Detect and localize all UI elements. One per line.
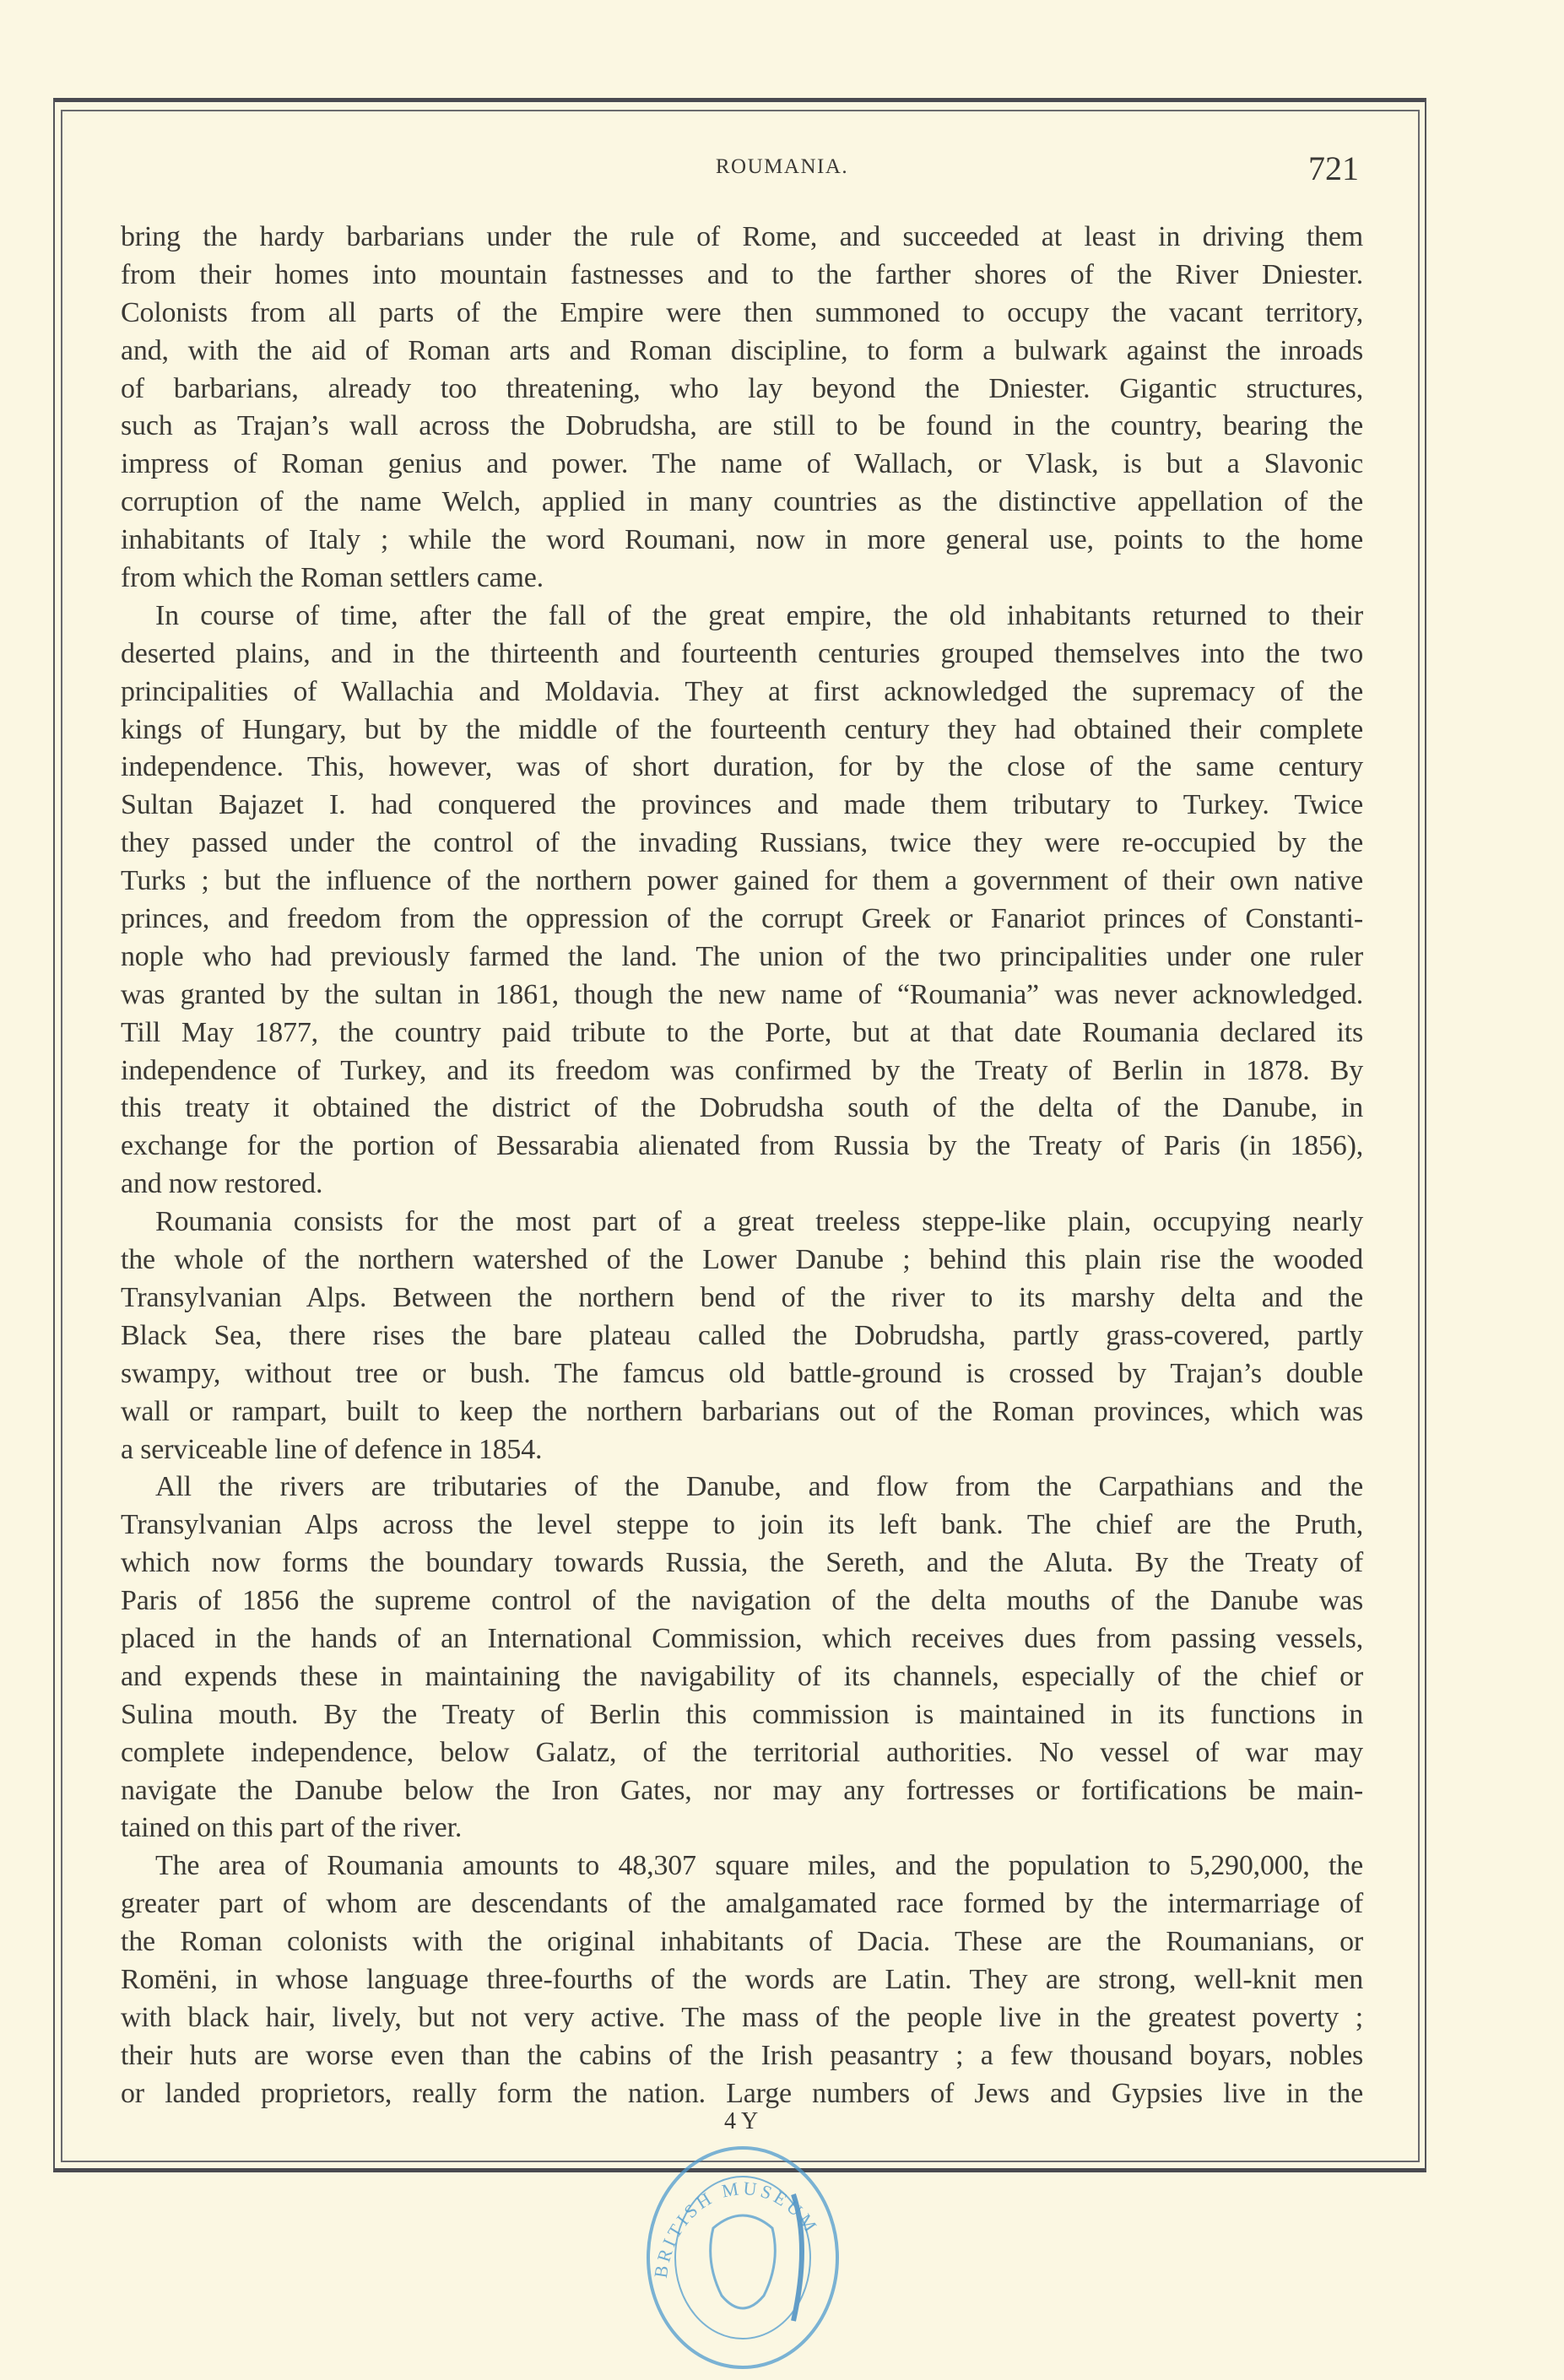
text-line: from their homes into mountain fastnesses and to the farther shores of the River Dniester. xyxy=(121,258,1363,290)
text-line: their huts are worse even than the cabins of the Irish peasantry ; a few thousand boyars, nobles xyxy=(121,2039,1363,2071)
text-line: from which the Roman settlers came. xyxy=(121,562,544,594)
text-line: Turks ; but the influence of the northern power gained for them a government of their own native xyxy=(121,865,1363,897)
running-title: ROUMANIA. xyxy=(715,155,849,178)
text-line: kings of Hungary, but by the middle of the fourteenth century they had obtained their complete xyxy=(121,713,1363,745)
text-line: independence of Turkey, and its freedom was confirmed by the Treaty of Berlin in 1878. By xyxy=(121,1054,1363,1086)
text-line: with black hair, lively, but not very active. The mass of the people live in the greatest poverty ; xyxy=(121,2001,1363,2033)
library-stamp xyxy=(633,2135,852,2380)
text-line: swampy, without tree or bush. The famcus old battle-ground is crossed by Trajan’s double xyxy=(121,1357,1363,1389)
text-line: Black Sea, there rises the bare plateau called the Dobrudsha, partly grass-covered, partly xyxy=(121,1319,1363,1351)
text-line: and now restored. xyxy=(121,1168,323,1200)
text-line: Transylvanian Alps. Between the northern bend of the river to its marshy delta and the xyxy=(121,1281,1363,1313)
text-line: deserted plains, and in the thirteenth and fourteenth centuries grouped themselves into the two xyxy=(121,637,1363,669)
text-line: Sultan Bajazet I. had conquered the provinces and made them tributary to Turkey. Twice xyxy=(121,789,1363,821)
text-line: In course of time, after the fall of the great empire, the old inhabitants returned to their xyxy=(155,599,1363,631)
text-line: bring the hardy barbarians under the rule of Rome, and succeeded at least in driving them xyxy=(121,221,1363,252)
text-line: greater part of whom are descendants of the amalgamated race formed by the intermarriage of xyxy=(121,1888,1363,1920)
text-line: complete independence, below Galatz, of the territorial authorities. No vessel of war may xyxy=(121,1736,1363,1768)
text-line: Roumania consists for the most part of a great treeless steppe-like plain, occupying nearly xyxy=(155,1206,1363,1238)
text-line: independence. This, however, was of short duration, for by the close of the same century xyxy=(121,751,1363,783)
text-line: they passed under the control of the invading Russians, twice they were re-occupied by the xyxy=(121,827,1363,859)
text-line: and, with the aid of Roman arts and Roman discipline, to form a bulwark against the inroads xyxy=(121,334,1363,366)
text-line: princes, and freedom from the oppression of the corrupt Greek or Fanariot princes of Constanti- xyxy=(121,903,1363,935)
text-line: placed in the hands of an International Commission, which receives dues from passing vessels, xyxy=(121,1622,1363,1654)
text-line: was granted by the sultan in 1861, though the new name of “Roumania” was never acknowledged. xyxy=(121,978,1363,1010)
text-line: Transylvanian Alps across the level steppe to join its left bank. The chief are the Pruth, xyxy=(121,1509,1363,1541)
text-line: All the rivers are tributaries of the Danube, and flow from the Carpathians and the xyxy=(155,1471,1363,1503)
text-line: tained on this part of the river. xyxy=(121,1812,463,1844)
text-line: such as Trajan’s wall across the Dobrudsha, are still to be found in the country, bearing the xyxy=(121,410,1363,442)
text-line: Sulina mouth. By the Treaty of Berlin this commission is maintained in its functions in xyxy=(121,1698,1363,1730)
body-text xyxy=(121,219,1363,2113)
text-line: Paris of 1856 the supreme control of the navigation of the delta mouths of the Danube was xyxy=(121,1585,1363,1617)
text-line: exchange for the portion of Bessarabia alienated from Russia by the Treaty of Paris (in 1856), xyxy=(121,1130,1363,1162)
signature-mark: 4 Y xyxy=(724,2108,759,2134)
text-line: the Roman colonists with the original inhabitants of Dacia. These are the Roumanians, or xyxy=(121,1926,1363,1958)
text-line: or landed proprietors, really form the nation. Large numbers of Jews and Gypsies live in the xyxy=(121,2077,1363,2109)
text-line: the whole of the northern watershed of the Lower Danube ; behind this plain rise the wooded xyxy=(121,1244,1363,1276)
text-line: and expends these in maintaining the navigability of its channels, especially of the chief or xyxy=(121,1660,1363,1692)
text-line: which now forms the boundary towards Russia, the Sereth, and the Aluta. By the Treaty of xyxy=(121,1547,1363,1579)
text-line: Romëni, in whose language three-fourths of the words are Latin. They are strong, well-knit men xyxy=(121,1963,1363,1995)
text-line: of barbarians, already too threatening, who lay beyond the Dniester. Gigantic structures, xyxy=(121,372,1363,404)
text-line: navigate the Danube below the Iron Gates, nor may any fortresses or fortifications be main- xyxy=(121,1774,1363,1806)
stamp-text: BRITISH MUSEUM xyxy=(649,2177,824,2280)
text-line: principalities of Wallachia and Moldavia. They at first acknowledged the supremacy of the xyxy=(121,675,1363,707)
text-line: corruption of the name Welch, applied in many countries as the distinctive appellation of the xyxy=(121,486,1363,518)
text-line: inhabitants of Italy ; while the word Roumani, now in more general use, points to the home xyxy=(121,524,1363,556)
text-line: nople who had previously farmed the land. The union of the two principalities under one ruler xyxy=(121,940,1363,972)
text-line: impress of Roman genius and power. The name of Wallach, or Vlask, is but a Slavonic xyxy=(121,448,1363,480)
text-line: Till May 1877, the country paid tribute to the Porte, but at that date Roumania declared its xyxy=(121,1016,1363,1048)
text-line: wall or rampart, built to keep the northern barbarians out of the Roman provinces, which was xyxy=(121,1395,1363,1427)
text-line: The area of Roumania amounts to 48,307 square miles, and the population to 5,290,000, the xyxy=(155,1850,1363,1882)
text-line: Colonists from all parts of the Empire were then summoned to occupy the vacant territory, xyxy=(121,296,1363,328)
text-line: a serviceable line of defence in 1854. xyxy=(121,1433,543,1465)
page-number: 721 xyxy=(1308,149,1359,187)
text-line: this treaty it obtained the district of the Dobrudsha south of the delta of the Danube, in xyxy=(121,1092,1363,1124)
